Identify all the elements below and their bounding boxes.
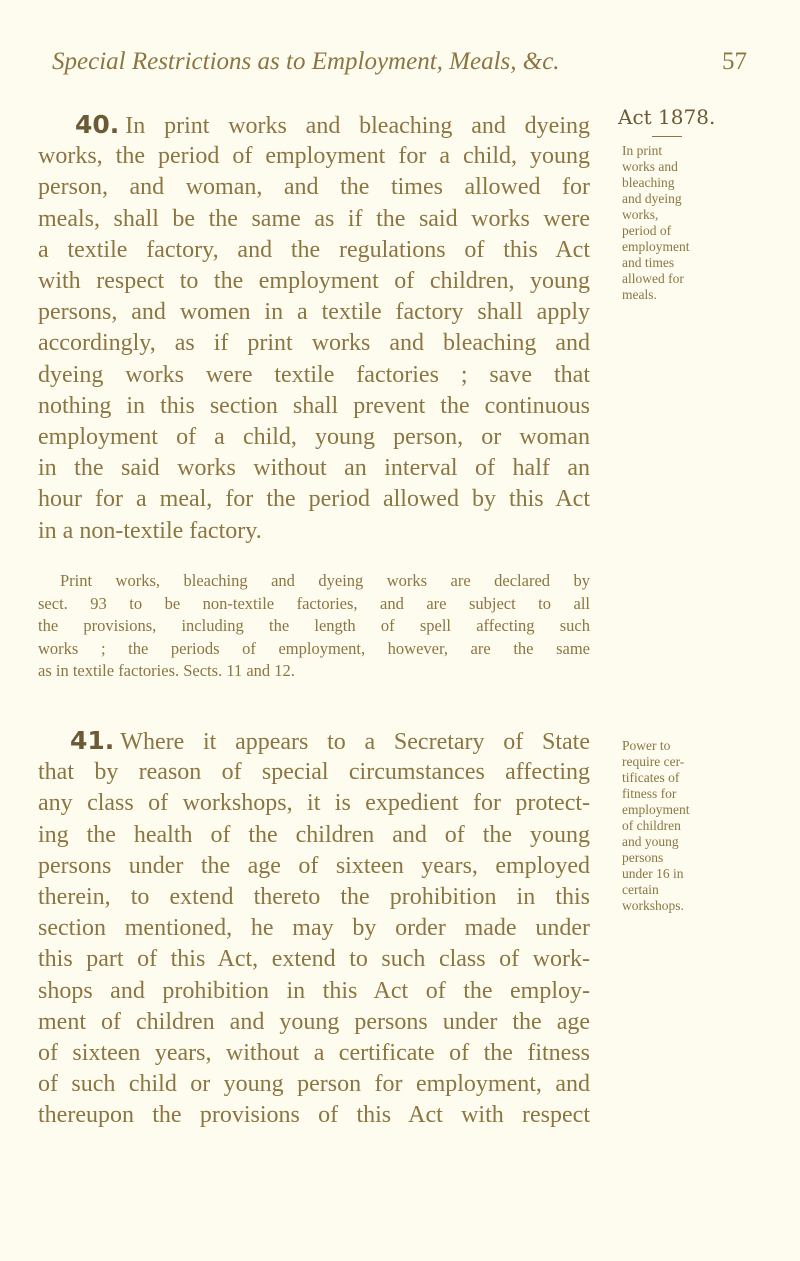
text-line: [38, 757, 590, 787]
text-line: [38, 422, 590, 452]
section-number: 41.: [70, 726, 115, 755]
line-text: persons under the age of sixteen years, employed: [38, 852, 590, 879]
margin-note-line: under 16 in: [622, 866, 684, 881]
margin-note-line: allowed for: [622, 271, 684, 286]
line-text: that by reason of special circumstances affecting: [38, 759, 590, 786]
text-line: [38, 788, 590, 818]
line-text: ing the health of the children and of the young: [38, 821, 590, 848]
margin-note-line: meals.: [622, 287, 657, 302]
line-text: of sixteen years, without a certificate of the fitness: [38, 1040, 590, 1066]
commentary-line: works ; the periods of employment, however, are the same: [38, 638, 590, 658]
margin-note-line: employment: [622, 239, 690, 254]
text-line: [38, 1007, 590, 1037]
text-line: [38, 1100, 590, 1130]
margin-act-year: Act 1878.: [618, 105, 716, 129]
line-text: person, and woman, and the times allowed for: [38, 174, 590, 201]
text-line: [38, 913, 590, 943]
margin-note-line: bleaching: [622, 175, 675, 190]
line-text: dyeing works were textile factories ; save that: [38, 361, 590, 388]
text-line: [38, 820, 590, 850]
text-line: [38, 172, 590, 202]
line-text: with respect to the employment of children, young: [38, 268, 590, 294]
margin-note-line: and young: [622, 834, 679, 849]
commentary-line: the provisions, including the length of spell affecting such: [38, 616, 590, 635]
margin-note-line: certain: [622, 882, 659, 897]
line-text: In print works and bleaching and dyeing: [125, 113, 590, 139]
line-text: works, the period of employment for a child, young: [38, 143, 590, 170]
line-text: hour for a meal, for the period allowed by this Act: [38, 486, 590, 513]
margin-rule: [652, 136, 682, 137]
margin-note-line: fitness for: [622, 786, 677, 801]
line-text: therein, to extend thereto the prohibition in this: [38, 884, 590, 910]
line-text: shops and prohibition in this Act of the employ-: [38, 977, 590, 1004]
text-line: [38, 1038, 590, 1068]
commentary-line: as in textile factories. Sects. 11 and 12.: [38, 661, 295, 680]
text-line: [38, 266, 590, 296]
margin-note-line: persons: [622, 850, 664, 865]
text-line: [38, 1069, 590, 1099]
line-text: employment of a child, young person, or woman: [38, 424, 590, 450]
text-line: [38, 976, 590, 1006]
margin-note-line: employment: [622, 802, 690, 817]
margin-note-line: require cer-: [622, 754, 685, 769]
line-text: thereupon the provisions of this Act with respect: [38, 1102, 590, 1129]
line-text: in a non-textile factory.: [38, 517, 262, 544]
line-text: persons, and women in a textile factory shall apply: [38, 299, 590, 326]
text-line: [38, 297, 590, 327]
line-text: this part of this Act, extend to such class of work-: [38, 946, 590, 973]
margin-note-line: Power to: [622, 738, 671, 753]
commentary-line: Print works, bleaching and dyeing works are declared by: [60, 571, 590, 590]
margin-note-line: In print: [622, 143, 663, 158]
text-line: [38, 360, 590, 390]
margin-note-line: works,: [622, 207, 659, 222]
line-text: nothing in this section shall prevent the continuous: [38, 392, 590, 419]
text-line: [70, 726, 590, 757]
text-line: [38, 516, 590, 546]
line-text: a textile factory, and the regulations of this Act: [38, 236, 590, 263]
margin-note-line: of children: [622, 818, 681, 833]
text-line: [38, 851, 590, 881]
line-text: ment of children and young persons under the age: [38, 1008, 590, 1035]
margin-note-line: period of: [622, 223, 672, 238]
text-line: [38, 328, 590, 358]
text-line: [38, 235, 590, 265]
section-number: 40.: [75, 110, 120, 139]
running-header: Special Restrictions as to Employment, Meals, &c.: [52, 48, 560, 75]
text-line: [38, 141, 590, 171]
text-line: [38, 453, 590, 483]
page-number: 57: [722, 48, 747, 75]
text-line: [38, 484, 590, 514]
text-line: [38, 882, 590, 912]
line-text: Where it appears to a Secretary of State: [120, 729, 590, 755]
text-line: [38, 391, 590, 421]
margin-note-line: and dyeing: [622, 191, 682, 206]
line-text: meals, shall be the same as if the said works were: [38, 205, 590, 232]
line-text: any class of workshops, it is expedient for protect-: [38, 790, 590, 817]
margin-note-line: works and: [622, 159, 678, 174]
commentary-line: sect. 93 to be non-textile factories, and are subject to all: [38, 593, 590, 613]
text-line: [38, 204, 590, 234]
text-line: [75, 110, 590, 141]
line-text: of such child or young person for employment, and: [38, 1071, 590, 1098]
margin-note-line: tificates of: [622, 770, 680, 785]
margin-note-line: and times: [622, 255, 675, 270]
text-line: [38, 944, 590, 974]
line-text: in the said works without an interval of half an: [38, 455, 590, 482]
line-text: accordingly, as if print works and bleaching and: [38, 330, 590, 357]
margin-note-line: workshops.: [622, 898, 684, 913]
line-text: section mentioned, he may by order made under: [38, 915, 590, 942]
